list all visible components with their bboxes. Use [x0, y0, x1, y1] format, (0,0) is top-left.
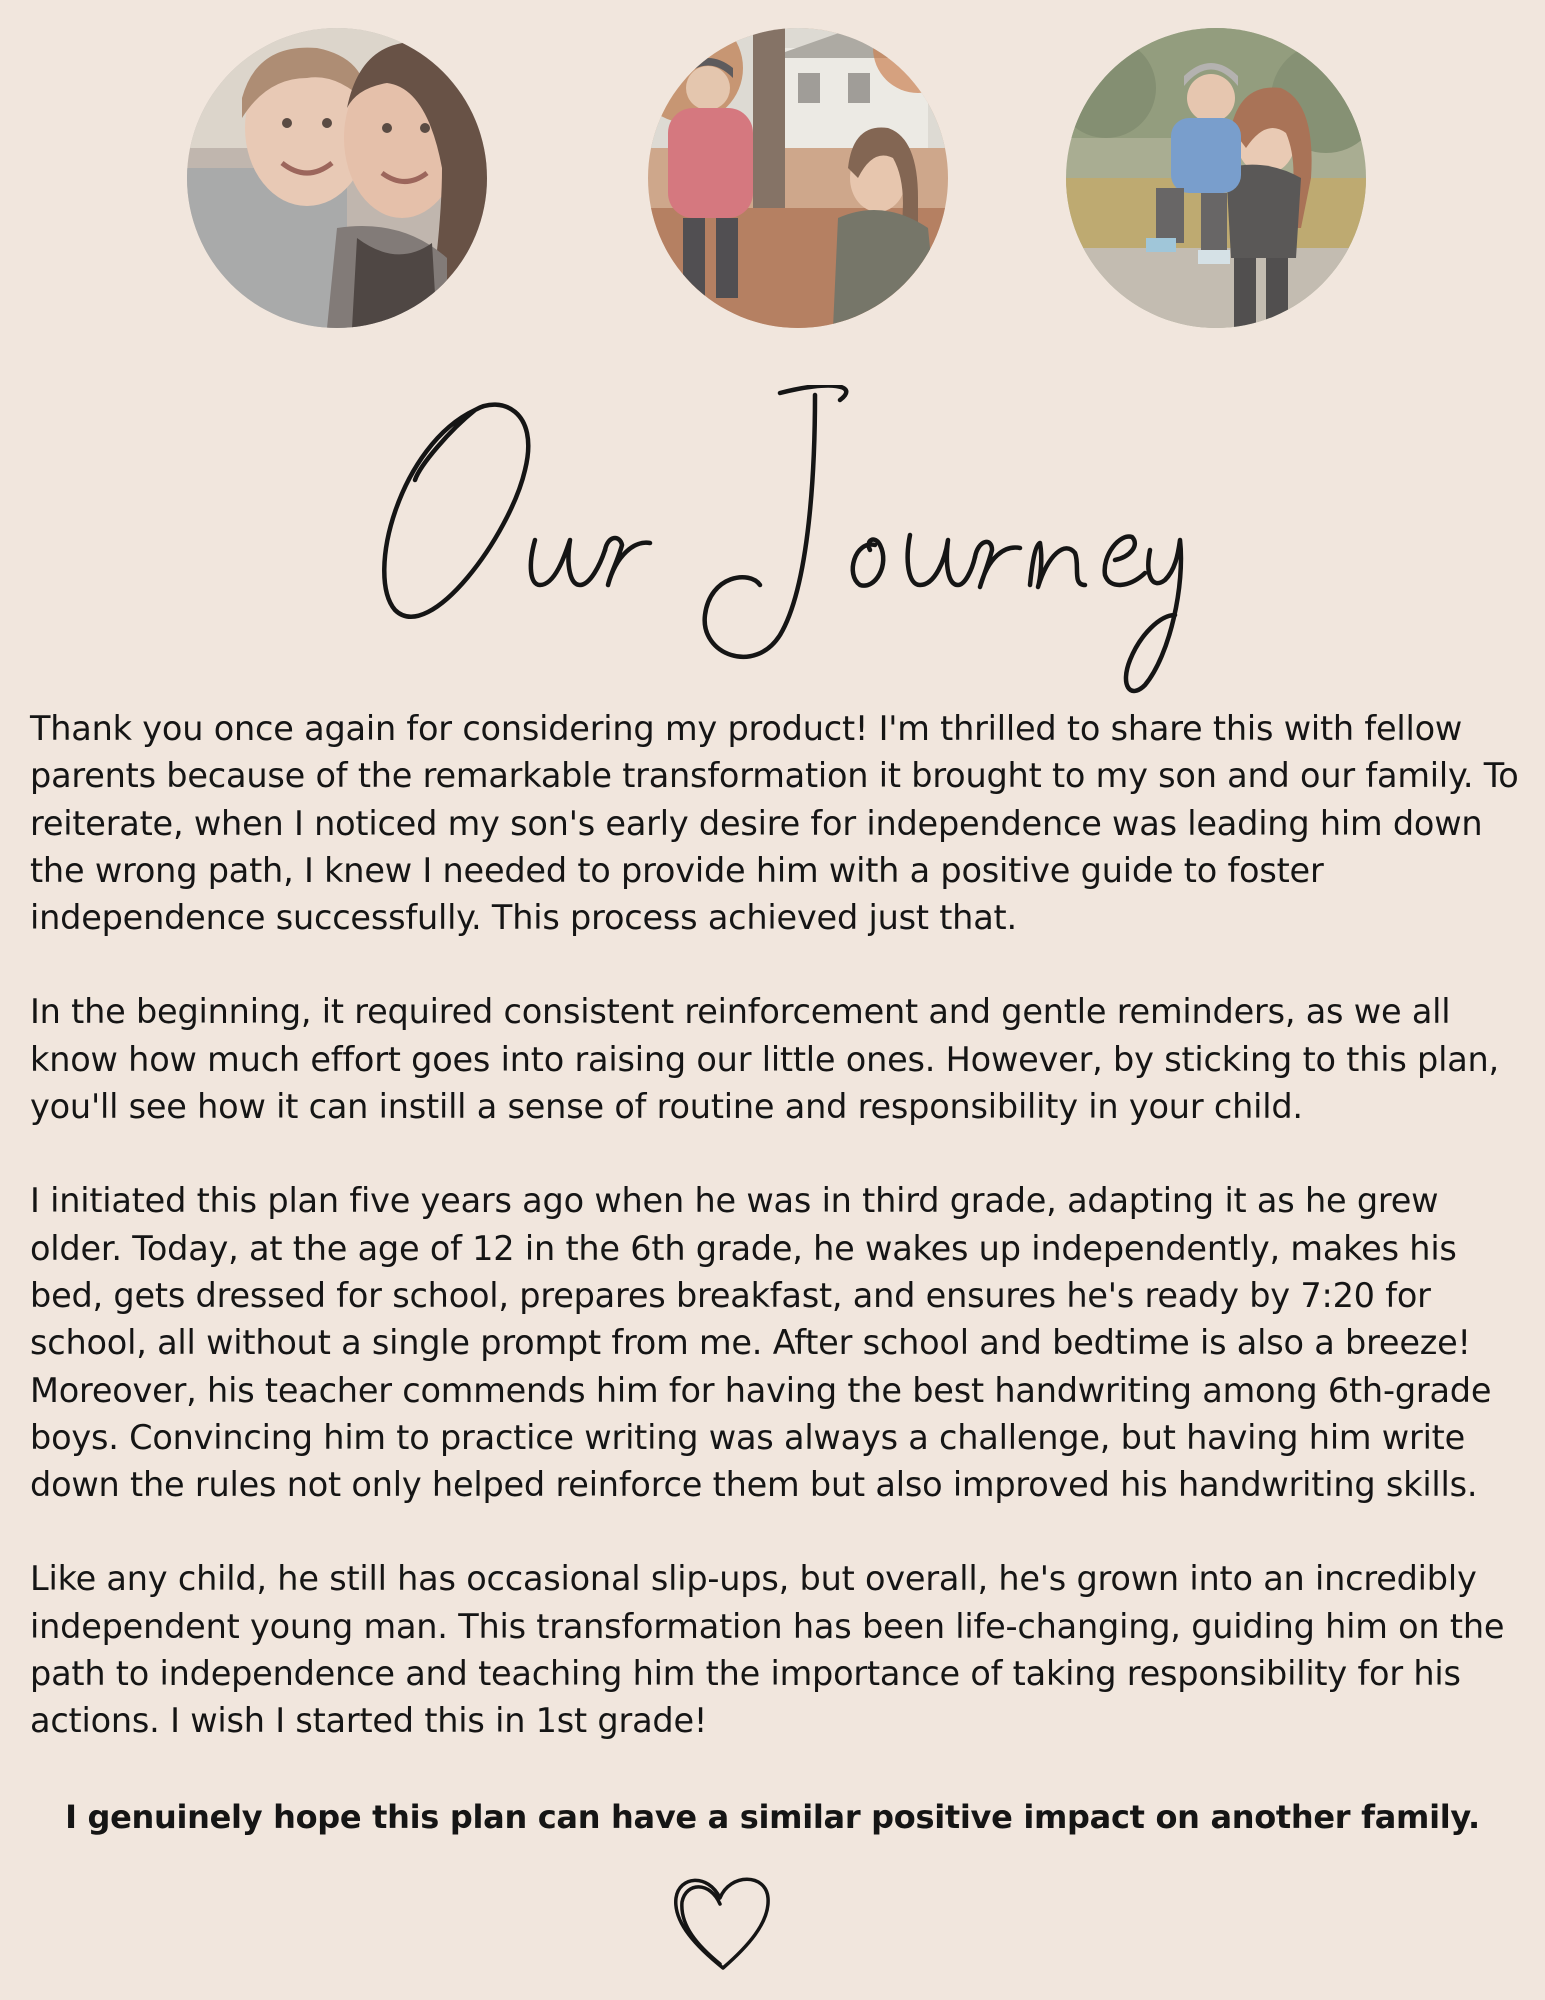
heart-icon: [668, 1868, 778, 1978]
family-photo-selfie: [187, 28, 487, 328]
story-paragraph-3: I initiated this plan five years ago when he was in third grade, adapting it as he grew older. Today, at the age of 12 in the 6th grade, he wakes up independently, makes his bed, gets dressed for school, prepares breakfast, and ensures he's ready by 7:20 for school, all without a single prompt from me. After school and bedtime is also a breeze! Moreover, his teacher commends him for having the best handwriting among 6th-grade boys. Convincing him to practice writing was always a challenge, but having him write down the rules not only helped reinforce them but also improved his handwriting skills.: [30, 1181, 1492, 1505]
story-paragraph-1: Thank you once again for considering my product! I'm thrilled to share this with fellow parents because of the remarkable transformation it brought to my son and our family. To reiterate, when I noticed my son's early desire for independence was leading him down the wrong path, I knew I needed to provide him with a positive guide to foster independence successfully. This process achieved just that.: [30, 709, 1519, 938]
journey-story: [30, 705, 1520, 1792]
photo-row: [0, 28, 1545, 330]
closing-statement: I genuinely hope this plan can have a similar positive impact on another family.: [65, 1798, 1480, 1836]
page-title: [360, 385, 1190, 705]
family-photo-autumn: [648, 28, 948, 328]
story-paragraph-4: Like any child, he still has occasional slip-ups, but overall, he's grown into an incredibly independent young man. This transformation has been life-changing, guiding him on the path to independence and teaching him the importance of taking responsibility for his actions. I wish I started this in 1st grade!: [30, 1559, 1505, 1741]
family-photo-piggyback: [1066, 28, 1366, 328]
story-paragraph-2: In the beginning, it required consistent reinforcement and gentle reminders, as we all know how much effort goes into raising our little ones. However, by sticking to this plan, you'll see how it can instill a sense of routine and responsibility in your child.: [30, 992, 1500, 1127]
